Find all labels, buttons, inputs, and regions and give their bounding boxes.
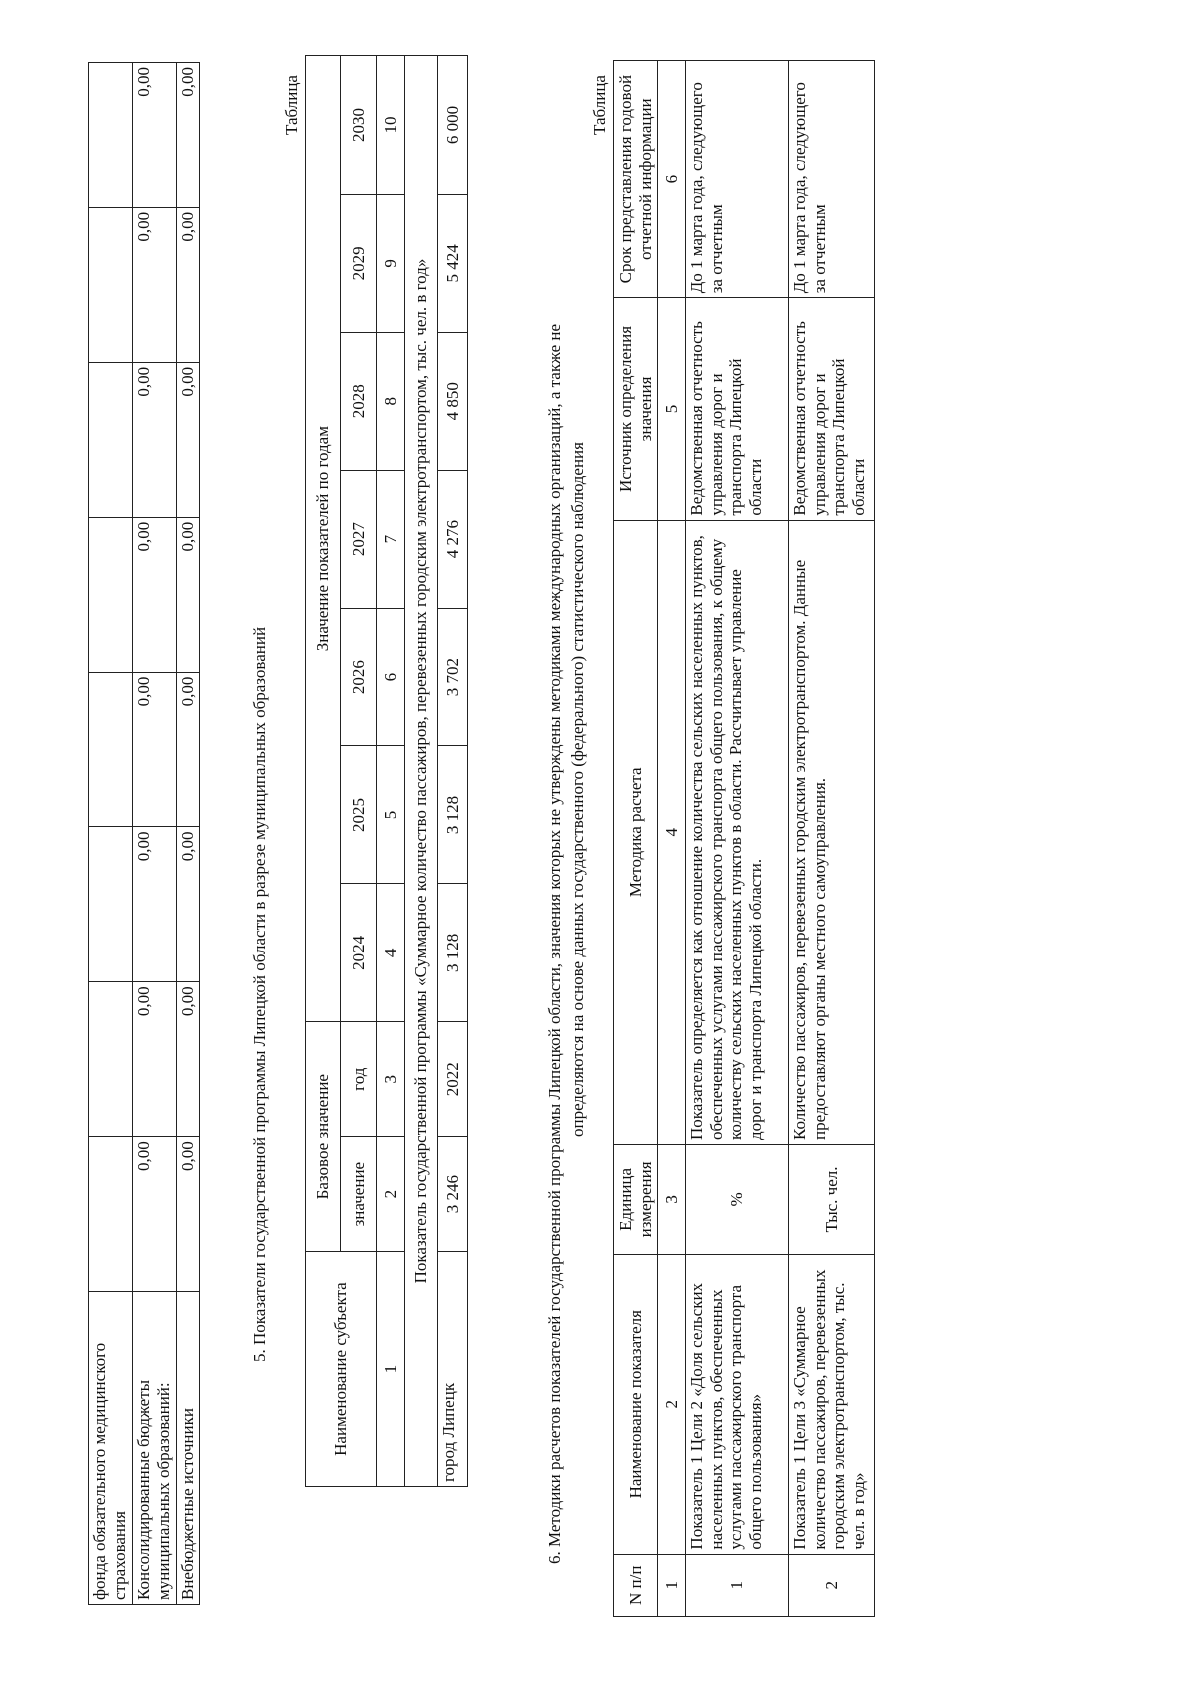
column-number: 4 bbox=[377, 884, 405, 1022]
column-number-row bbox=[658, 61, 686, 1617]
header-year: 2027 bbox=[341, 470, 377, 608]
year-value: 6 000 bbox=[438, 56, 468, 195]
section6-table-label: Таблица bbox=[590, 75, 609, 135]
table-row bbox=[438, 56, 468, 1487]
financing-table bbox=[88, 62, 200, 1605]
header-indicator-name: Наименование показателя bbox=[614, 1254, 658, 1554]
column-number: 6 bbox=[658, 61, 686, 298]
header-unit: Единица измерения bbox=[614, 1144, 658, 1254]
header-reporting-deadline: Срок представления годовой отчетной информации bbox=[614, 61, 658, 298]
financing-row-label: фонда обязательного медицинского страхования bbox=[89, 1292, 133, 1605]
year-value: 3 702 bbox=[438, 608, 468, 746]
municipal-indicators-table bbox=[305, 55, 468, 1487]
financing-cell: 0,00 bbox=[177, 1137, 200, 1292]
financing-cell bbox=[89, 362, 133, 517]
column-number: 8 bbox=[377, 332, 405, 470]
financing-row bbox=[177, 63, 200, 1605]
header-calculation-method: Методика расчета bbox=[614, 520, 658, 1144]
table-row bbox=[686, 61, 789, 1617]
financing-cell bbox=[89, 982, 133, 1137]
financing-cell: 0,00 bbox=[133, 672, 177, 827]
financing-cell bbox=[89, 1137, 133, 1292]
indicator-unit: Тыс. чел. bbox=[789, 1144, 875, 1254]
financing-cell bbox=[89, 63, 133, 208]
indicator-title-row: Показатель государственной программы «Суммарное количество пассажиров, перевезенных городским электротранспортом, тыс. чел. в год» bbox=[405, 56, 438, 1487]
row-number: 2 bbox=[789, 1554, 875, 1616]
financing-cell: 0,00 bbox=[133, 63, 177, 208]
indicator-name: Показатель 1 Цели 2 «Доля сельских населенных пунктов, обеспеченных услугами пассажирского транспорта общего пользования» bbox=[686, 1254, 789, 1554]
financing-row bbox=[133, 63, 177, 1605]
financing-cell: 0,00 bbox=[133, 1137, 177, 1292]
header-base-value-value: значение bbox=[341, 1137, 377, 1252]
financing-cell: 0,00 bbox=[177, 362, 200, 517]
financing-cell: 0,00 bbox=[133, 362, 177, 517]
financing-cell: 0,00 bbox=[133, 517, 177, 672]
section6-heading-line2: определяются на основе данных государственного (федерального) статистического наблюдения bbox=[568, 442, 587, 1137]
financing-cell bbox=[89, 672, 133, 827]
column-number: 10 bbox=[377, 56, 405, 195]
financing-cell: 0,00 bbox=[177, 63, 200, 208]
financing-cell: 0,00 bbox=[177, 982, 200, 1137]
financing-cell: 0,00 bbox=[177, 672, 200, 827]
header-values-by-year: Значение показателей по годам bbox=[306, 56, 341, 1022]
year-value: 4 276 bbox=[438, 470, 468, 608]
financing-cell bbox=[89, 827, 133, 982]
financing-cell bbox=[89, 207, 133, 362]
indicator-name: Показатель 1 Цели 3 «Суммарное количество пассажиров, перевезенных городским электротранспортом, тыс. чел. в год» bbox=[789, 1254, 875, 1554]
value-source: Ведомственная отчетность управления дорог и транспорта Липецкой области bbox=[789, 298, 875, 520]
base-year: 2022 bbox=[438, 1022, 468, 1137]
year-value: 5 424 bbox=[438, 194, 468, 332]
column-number: 5 bbox=[377, 746, 405, 884]
column-number: 2 bbox=[377, 1137, 405, 1252]
column-number: 6 bbox=[377, 608, 405, 746]
column-number: 3 bbox=[377, 1022, 405, 1137]
financing-row-label: Консолидированные бюджеты муниципальных образований: bbox=[133, 1292, 177, 1605]
header-base-value-year: год bbox=[341, 1022, 377, 1137]
base-value: 3 246 bbox=[438, 1137, 468, 1252]
year-value: 4 850 bbox=[438, 332, 468, 470]
column-number: 1 bbox=[377, 1252, 405, 1487]
column-number: 1 bbox=[658, 1554, 686, 1616]
header-year: 2029 bbox=[341, 194, 377, 332]
calculation-method: Количество пассажиров, перевезенных городским электротранспортом. Данные предоставляют органы местного самоуправления. bbox=[789, 520, 875, 1144]
header-year: 2024 bbox=[341, 884, 377, 1022]
methodology-table bbox=[613, 60, 875, 1617]
header-value-source: Источник определения значения bbox=[614, 298, 658, 520]
section5-table-label: Таблица bbox=[282, 75, 301, 135]
header-year: 2030 bbox=[341, 56, 377, 195]
column-number-row bbox=[377, 56, 405, 1487]
financing-cell: 0,00 bbox=[177, 517, 200, 672]
column-number: 2 bbox=[658, 1254, 686, 1554]
column-number: 7 bbox=[377, 470, 405, 608]
financing-cell: 0,00 bbox=[133, 827, 177, 982]
header-year: 2028 bbox=[341, 332, 377, 470]
table-row bbox=[789, 61, 875, 1617]
year-value: 3 128 bbox=[438, 746, 468, 884]
header-number: N п/п bbox=[614, 1554, 658, 1616]
subject-name: город Липецк bbox=[438, 1252, 468, 1487]
header-subject: Наименование субъекта bbox=[306, 1252, 377, 1487]
financing-cell: 0,00 bbox=[133, 982, 177, 1137]
section5-heading: 5. Показатели государственной программы Липецкой области в разрезе муниципальных образований bbox=[250, 626, 269, 1362]
value-source: Ведомственная отчетность управления дорог и транспорта Липецкой области bbox=[686, 298, 789, 520]
column-number: 5 bbox=[658, 298, 686, 520]
calculation-method: Показатель определяется как отношение количества сельских населенных пунктов, обеспеченных услугами пассажирского транспорта общего пользования, к общему количеству сельских населенных пунктов в области. Рассчитывает управление дорог и транспорта Липецкой области. bbox=[686, 520, 789, 1144]
section6-heading-line1: 6. Методики расчетов показателей государственной программы Липецкой области, значения которых не утверждены методиками международных организаций, а также не bbox=[545, 323, 564, 1564]
year-value: 3 128 bbox=[438, 884, 468, 1022]
column-number: 4 bbox=[658, 520, 686, 1144]
financing-row bbox=[89, 63, 133, 1605]
financing-cell bbox=[89, 517, 133, 672]
header-year: 2026 bbox=[341, 608, 377, 746]
header-base-value: Базовое значение bbox=[306, 1022, 341, 1252]
column-number: 9 bbox=[377, 194, 405, 332]
financing-row-label: Внебюджетные источники bbox=[177, 1292, 200, 1605]
indicator-unit: % bbox=[686, 1144, 789, 1254]
reporting-deadline: До 1 марта года, следующего за отчетным bbox=[789, 61, 875, 298]
header-year: 2025 bbox=[341, 746, 377, 884]
financing-cell: 0,00 bbox=[177, 207, 200, 362]
financing-cell: 0,00 bbox=[133, 207, 177, 362]
financing-cell: 0,00 bbox=[177, 827, 200, 982]
column-number: 3 bbox=[658, 1144, 686, 1254]
reporting-deadline: До 1 марта года, следующего за отчетным bbox=[686, 61, 789, 298]
row-number: 1 bbox=[686, 1554, 789, 1616]
